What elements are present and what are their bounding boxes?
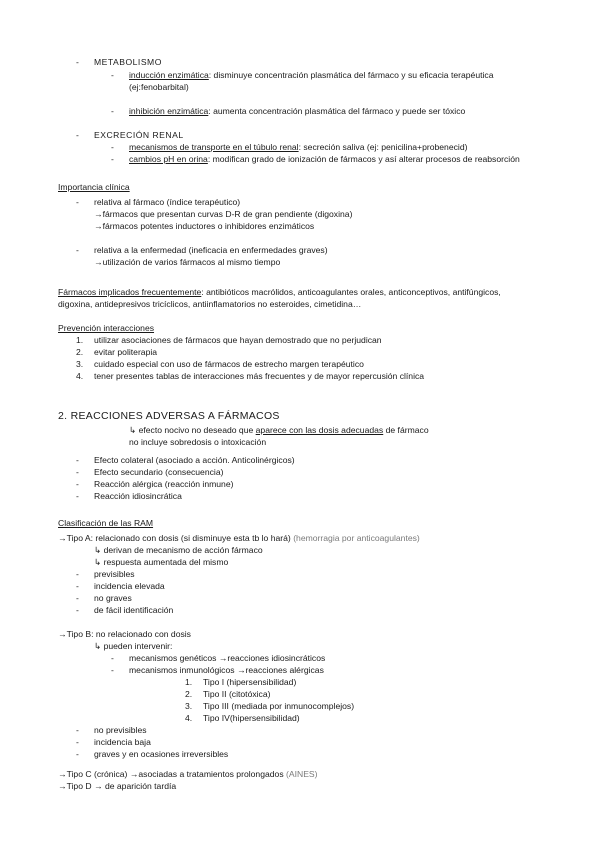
importancia-item-1: relativa al fármaco (índice terapéutico) [94, 197, 241, 207]
tipo-b-sub-type-1: Tipo I (hipersensibilidad) [203, 677, 297, 687]
reaccion-type-4: Reacción idiosincrática [94, 491, 182, 501]
reacciones-heading: 2. REACCIONES ADVERSAS A FÁRMACOS [58, 410, 280, 422]
bullet-dash: - [111, 653, 114, 663]
tipo-c-note: (AINES) [286, 769, 318, 779]
def-prefix: ↳ efecto nocivo no deseado que [129, 425, 256, 435]
tipo-a-sub-2: ↳ respuesta aumentada del mismo [94, 557, 229, 567]
tipo-b-text: : no relacionado con dosis [91, 629, 191, 639]
tipo-b-mech-2: mecanismos inmunológicos →reacciones alérgicas [129, 665, 324, 675]
bullet-dash: - [76, 479, 79, 489]
excrecion-item2-text: : modifican grado de ionización de fármacos y así alterar procesos de reabsorción [207, 154, 520, 164]
bullet-dash: - [76, 467, 79, 477]
tipo-b-sub: ↳ pueden intervenir: [94, 641, 173, 651]
bullet-dash: - [76, 593, 79, 603]
bullet-dash: - [76, 725, 79, 735]
bullet-dash: - [111, 154, 114, 164]
importancia-item2-sub1: →utilización de varios fármacos al mismo tiempo [94, 257, 281, 267]
bullet-dash: - [76, 581, 79, 591]
inhibicion-text: : aumenta concentración plasmática del fármaco y puede ser tóxico [208, 106, 466, 116]
bullet-dash: - [76, 737, 79, 747]
prevencion-item-1: utilizar asociaciones de fármacos que hayan demostrado que no perjudican [94, 335, 382, 345]
reaccion-type-1: Efecto colateral (asociado a acción. Anticolinérgicos) [94, 455, 295, 465]
tipo-b-sub-type-4: Tipo IV(hipersensibilidad) [203, 713, 300, 723]
bullet-dash: - [111, 70, 114, 80]
farmacos-text-2: digoxina, antidepresivos tricíclicos, antiinflamatorios no esteroides, cimetidina… [58, 299, 362, 309]
tipo-b-sub-type-2: Tipo II (citotóxica) [203, 689, 271, 699]
tipo-d-line: →Tipo D → de aparición tardía [58, 781, 177, 791]
prevencion-item-3: cuidado especial con uso de fármacos de estrecho margen terapéutico [94, 359, 364, 369]
tipo-b-num-4: 4. [185, 713, 193, 723]
induccion-line [129, 70, 493, 81]
bullet-dash: - [76, 197, 79, 207]
excrecion-item1-term: mecanismos de transporte en el túbulo renal [129, 142, 299, 152]
bullet-dash: - [111, 665, 114, 675]
bullet-dash: - [76, 57, 79, 67]
tipo-b-label: →Tipo B [58, 629, 92, 639]
tipo-b-item-3: graves y en ocasiones irreversibles [94, 749, 229, 759]
reaccion-type-3: Reacción alérgica (reacción inmune) [94, 479, 234, 489]
excrecion-heading: EXCRECIÓN RENAL [94, 130, 184, 140]
prevencion-num-1: 1. [76, 335, 84, 345]
bullet-dash: - [76, 749, 79, 759]
importancia-title: Importancia clínica [58, 182, 130, 192]
importancia-item1-sub1: →fármacos que presentan curvas D-R de gran pendiente (digoxina) [94, 209, 353, 219]
prevencion-item-2: evitar politerapia [94, 347, 158, 357]
tipo-a-note: (hemorragia por anticoagulantes) [293, 533, 420, 543]
tipo-b-num-2: 2. [185, 689, 193, 699]
prevencion-title: Prevención interacciones [58, 323, 155, 333]
prevencion-item-4: tener presentes tablas de interacciones más frecuentes y de mayor repercusión clínica [94, 371, 425, 381]
clasificacion-title: Clasificación de las RAM [58, 518, 154, 528]
prevencion-num-4: 4. [76, 371, 84, 381]
excrecion-item2-term: cambios pH en orina [129, 154, 208, 164]
induccion-text: : disminuye concentración plasmática del fármaco y su eficacia terapéutica [208, 70, 494, 80]
importancia-item-2: relativa a la enfermedad (ineficacia en enfermedades graves) [94, 245, 328, 255]
bullet-dash: - [76, 455, 79, 465]
importancia-item1-sub2: →fármacos potentes inductores o inhibidores enzimáticos [94, 221, 315, 231]
farmacos-text-1: : antibióticos macrólidos, anticoagulantes orales, anticonceptivos, antifúngicos, [201, 287, 501, 297]
tipo-b-mech-1: mecanismos genéticos →reacciones idiosincráticos [129, 653, 326, 663]
induccion-example: (ej:fenobarbital) [129, 82, 189, 92]
prevencion-num-2: 2. [76, 347, 84, 357]
tipo-a-sub-1: ↳ derivan de mecanismo de acción fármaco [94, 545, 263, 555]
metabolismo-heading: METABOLISMO [94, 57, 162, 67]
tipo-c-text: →Tipo C (crónica) →asociadas a tratamientos prolongados [58, 769, 286, 779]
tipo-a-text: : relacionado con dosis (si disminuye esta tb lo hará) [90, 533, 294, 543]
tipo-b-item-1: no previsibles [94, 725, 147, 735]
farmacos-line-1 [58, 287, 501, 298]
bullet-dash: - [76, 569, 79, 579]
tipo-a-item-4: de fácil identificación [94, 605, 174, 615]
reacciones-def-line2: no incluye sobredosis o intoxicación [129, 437, 267, 447]
excrecion-item1-text: : secreción saliva (ej: penicilina+probenecid) [298, 142, 468, 152]
def-underlined: aparece con las dosis adecuadas [255, 425, 384, 435]
tipo-b-line [58, 629, 191, 640]
induccion-term: inducción enzimática [129, 70, 209, 80]
bullet-dash: - [111, 106, 114, 116]
inhibicion-term: inhibición enzimática [129, 106, 209, 116]
reacciones-definition [129, 425, 429, 436]
reaccion-type-2: Efecto secundario (consecuencia) [94, 467, 224, 477]
def-suffix: de fármaco [383, 425, 429, 435]
excrecion-item-1 [129, 142, 467, 153]
tipo-a-item-2: incidencia elevada [94, 581, 165, 591]
tipo-a-item-1: previsibles [94, 569, 135, 579]
bullet-dash: - [76, 245, 79, 255]
excrecion-item-2 [129, 154, 520, 165]
bullet-dash: - [76, 130, 79, 140]
tipo-a-line [58, 533, 420, 544]
farmacos-title: Fármacos implicados frecuentemente [58, 287, 202, 297]
tipo-b-sub-type-3: Tipo III (mediada por inmunocomplejos) [203, 701, 355, 711]
inhibicion-line [129, 106, 465, 117]
tipo-b-num-1: 1. [185, 677, 193, 687]
bullet-dash: - [76, 605, 79, 615]
tipo-b-item-2: incidencia baja [94, 737, 151, 747]
tipo-b-num-3: 3. [185, 701, 193, 711]
tipo-a-label: →Tipo A [58, 533, 91, 543]
bullet-dash: - [76, 491, 79, 501]
bullet-dash: - [111, 142, 114, 152]
prevencion-num-3: 3. [76, 359, 84, 369]
tipo-c-line [58, 769, 318, 780]
tipo-a-item-3: no graves [94, 593, 132, 603]
